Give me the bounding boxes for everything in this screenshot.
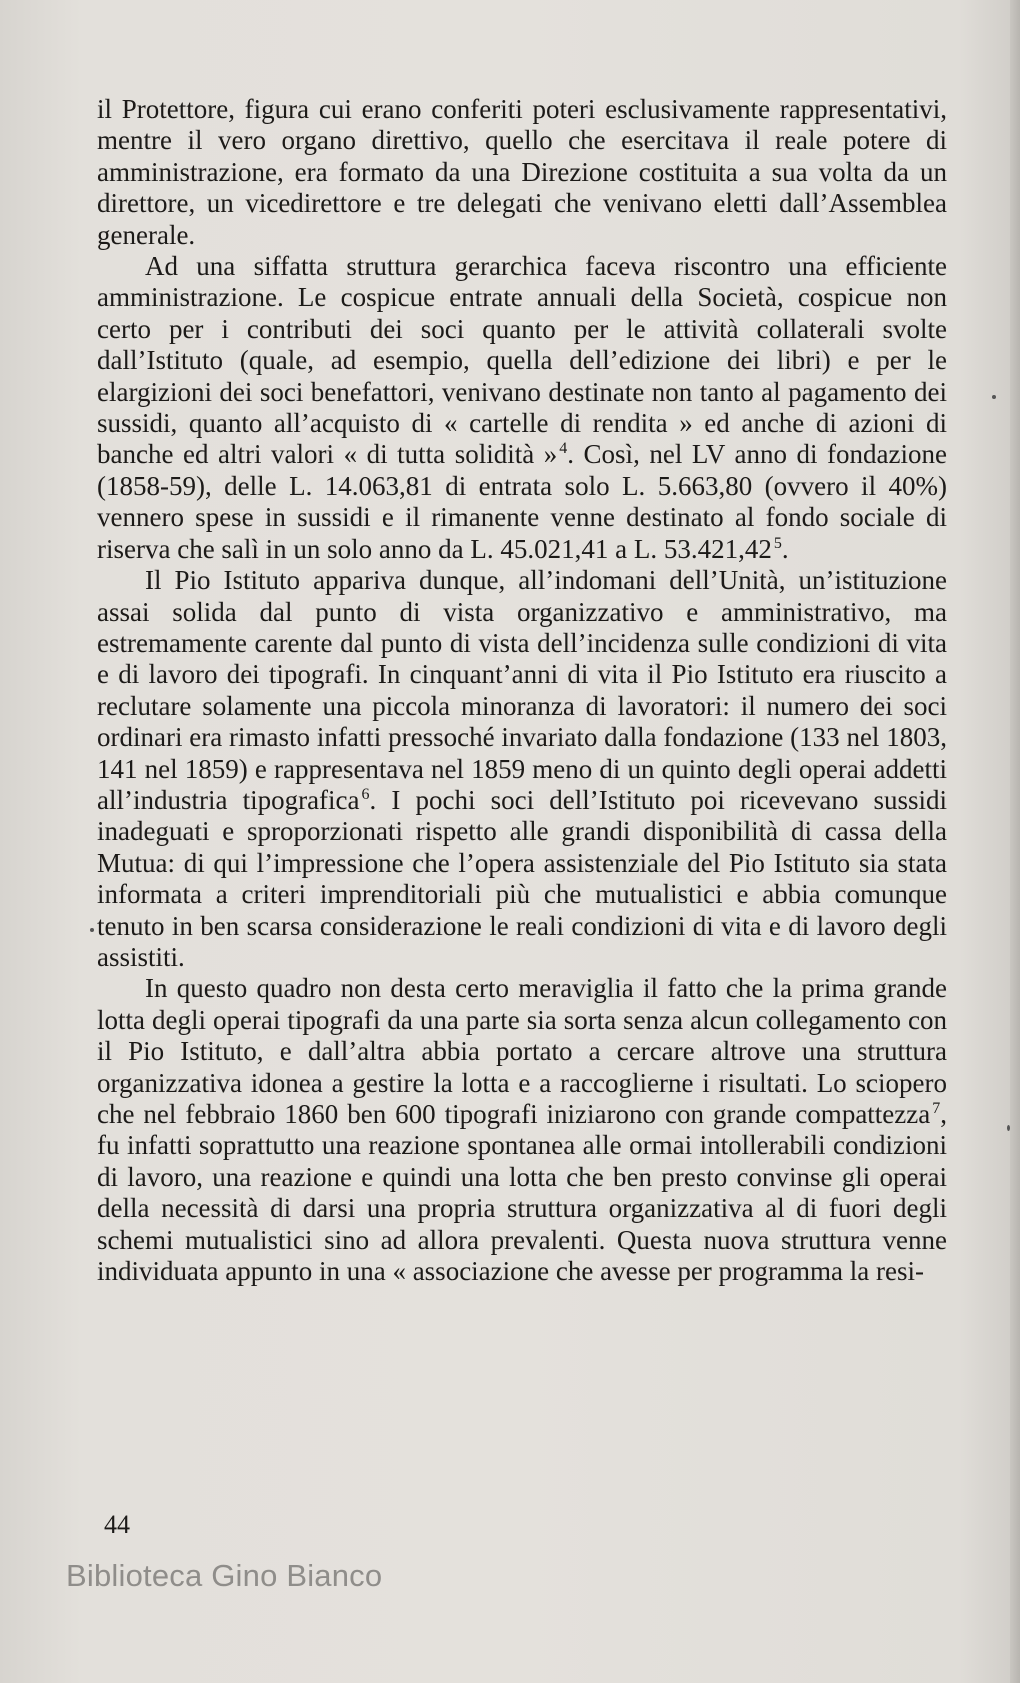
paragraph-text: . Così, nel LV anno di fondazione (1858-59), delle L. 14.063,81 di entrata solo L. 5.663,80 (ovvero il 40%) vennero spese in sussidi e il rimanente venne destinato al fondo sociale di riserva che salì in un solo anno da L. 45.021,41 a L. 53.421,42 (97, 439, 947, 564)
paragraph (97, 94, 947, 251)
paragraph-text: Ad una siffatta struttura gerarchica faceva riscontro una efficiente amministrazione. Le cospicue entrate annuali della Società, cospicue non certo per i contributi dei soci quanto per le attività collaterali svolte dall’Istituto (quale, ad esempio, quella dell’edizione dei libri) e per le elargizioni dei soci benefattori, venivano destinate non tanto al pagamento dei sussidi, quanto all’acquisto di « cartelle di rendita » ed anche di azioni di banche ed altri valori « di tutta solidità » (97, 251, 947, 470)
body-text (97, 94, 947, 1287)
paragraph-text: Il Pio Istituto appariva dunque, all’indomani dell’Unità, un’istituzione assai solida dal punto di vista organizzativo e amministrativo, ma estremamente carente dal punto di vista dell’incidenza sulle condizioni di vita e di lavoro dei tipografi. In cinquant’anni di vita il Pio Istituto era riuscito a reclutare solamente una piccola minoranza di lavoratori: il numero dei soci ordinari era rimasto infatti pressoché invariato dalla fondazione (133 nel 1803, 141 nel 1859) e rappresentava nel 1859 meno di un quinto degli operai addetti all’industria tipografica (97, 565, 947, 815)
print-speck (992, 395, 996, 399)
paragraph (97, 565, 947, 973)
library-watermark: Biblioteca Gino Bianco (66, 1558, 383, 1593)
paragraph-text: il Protettore, figura cui erano conferiti poteri esclusivamente rappresentativi, mentre il vero organo direttivo, quello che esercitava il reale potere di amministrazione, era formato da una Direzione costituita a sua volta da un direttore, un vicedirettore e tre delegati che venivano eletti dall’Assemblea generale. (97, 94, 947, 250)
footnote-marker: 7 (932, 1100, 941, 1117)
paragraph-text: . (781, 533, 789, 564)
print-speck (1007, 1125, 1010, 1131)
footnote-marker: 4 (559, 440, 568, 458)
print-speck (90, 928, 94, 932)
footnote-marker: 6 (361, 785, 370, 803)
paragraph (97, 251, 947, 565)
paragraph (97, 973, 947, 1287)
footnote-marker: 5 (773, 534, 782, 552)
paragraph-text: . I pochi soci dell’Istituto poi ricevevano sussidi inadeguati e sproporzionati rispetto alle grandi disponibilità di cassa della Mutua: di qui l’impressione che l’opera assistenziale del Pio Istituto sia stata informata a criteri imprenditoriali più che mutualistici e abbia comunque tenuto in ben scarsa considerazione le reali condizioni di vita e di lavoro degli assistiti. (97, 784, 948, 972)
paragraph-text: In questo quadro non desta certo meraviglia il fatto che la prima grande lotta degli operai tipografi da una parte sia sorta senza alcun collegamento con il Pio Istituto, e dall’altra abbia portato a cercare altrove una struttura organizzativa idonea a gestire la lotta e a raccoglierne i risultati. Lo sciopero che nel febbraio 1860 ben 600 tipografi iniziarono con grande compattezza (97, 973, 947, 1129)
paragraph-text: , fu infatti soprattutto una reazione spontanea alle ormai intollerabili condizioni di lavoro, una reazione e quindi una lotta che ben presto convinse gli operai della necessità di darsi una propria struttura organizzativa al di fuori degli schemi mutualistici sino ad allora prevalenti. Questa nuova struttura venne individuata appunto in una « associazione che avesse per programma la resi- (97, 1099, 947, 1287)
page-number: 44 (104, 1510, 130, 1539)
page-edge (1010, 0, 1020, 1683)
